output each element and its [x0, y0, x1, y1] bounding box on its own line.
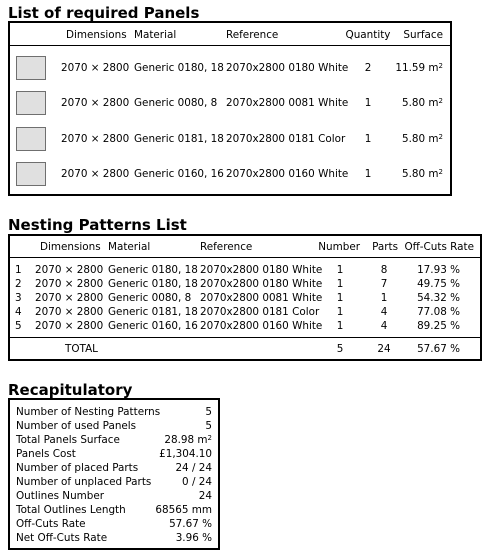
- pattern-index: 3: [15, 292, 22, 304]
- panel-dimensions: 2070 × 2800: [61, 133, 130, 145]
- panel-surface: [380, 133, 443, 146]
- pattern-dimensions: 2070 × 2800: [35, 306, 104, 318]
- recap-value: 57.67 %: [169, 518, 212, 530]
- recap-label: Total Panels Surface: [16, 434, 120, 446]
- pattern-number: 1: [336, 278, 344, 290]
- panel-reference: 2070x2800 0081 White: [226, 97, 349, 109]
- unit-exponent: 2: [438, 133, 443, 141]
- pattern-reference: 2070x2800 0180 White: [200, 264, 323, 276]
- panel-reference: 2070x2800 0180 White: [226, 62, 349, 74]
- recap-value: £1,304.10: [159, 448, 212, 460]
- panels-header-surface: Surface: [403, 29, 443, 41]
- nesting-header-parts: Parts: [372, 241, 398, 253]
- total-label: TOTAL: [65, 343, 98, 355]
- nesting-header-offcuts: Off-Cuts Rate: [404, 241, 474, 253]
- total-number: 5: [336, 343, 344, 355]
- recap-label: Outlines Number: [16, 490, 105, 502]
- pattern-number: 1: [336, 306, 344, 318]
- pattern-parts: 4: [380, 306, 388, 318]
- panels-header-dimensions: Dimensions: [66, 29, 127, 41]
- panel-surface-value: 5.80 m: [401, 97, 439, 109]
- nesting-header-material: Material: [108, 241, 151, 253]
- nesting-total-divider: [10, 337, 480, 338]
- pattern-parts: 7: [380, 278, 388, 290]
- pattern-dimensions: 2070 × 2800: [35, 264, 104, 276]
- pattern-dimensions: 2070 × 2800: [35, 292, 104, 304]
- panel-material: Generic 0160, 16: [134, 168, 224, 180]
- panel-surface-value: 5.80 m: [401, 133, 439, 145]
- nesting-header-dimensions: Dimensions: [40, 241, 101, 253]
- panel-dimensions: 2070 × 2800: [61, 97, 130, 109]
- pattern-parts: 4: [380, 320, 388, 332]
- panel-quantity: 1: [364, 97, 372, 109]
- panel-quantity: 1: [364, 168, 372, 180]
- pattern-material: Generic 0180, 18: [108, 278, 198, 290]
- pattern-index: 4: [15, 306, 22, 318]
- panel-quantity: 1: [364, 133, 372, 145]
- panels-header-reference: Reference: [226, 29, 279, 41]
- pattern-offcut-rate: 89.25 %: [417, 320, 460, 332]
- panel-surface: [380, 168, 443, 181]
- pattern-number: 1: [336, 320, 344, 332]
- panel-surface-value: 5.80 m: [401, 168, 439, 180]
- recap-value: [140, 434, 212, 447]
- panels-header-material: Material: [134, 29, 177, 41]
- recap-value: 68565 mm: [155, 504, 212, 516]
- recap-value: 3.96 %: [175, 532, 212, 544]
- recap-label: Panels Cost: [16, 448, 76, 460]
- pattern-dimensions: 2070 × 2800: [35, 278, 104, 290]
- panels-title: List of required Panels: [8, 4, 200, 22]
- pattern-dimensions: 2070 × 2800: [35, 320, 104, 332]
- recap-label: Number of Nesting Patterns: [16, 406, 161, 418]
- recap-label: Off-Cuts Rate: [16, 518, 86, 530]
- panel-quantity: 2: [364, 62, 372, 74]
- panels-header-divider: [10, 45, 450, 46]
- panel-dimensions: 2070 × 2800: [61, 62, 130, 74]
- recap-value: 24: [198, 490, 212, 502]
- unit-exponent: 2: [207, 434, 212, 442]
- pattern-reference: 2070x2800 0081 White: [200, 292, 323, 304]
- pattern-reference: 2070x2800 0180 White: [200, 278, 323, 290]
- total-parts: 24: [377, 343, 391, 355]
- recap-value: 5: [205, 406, 212, 418]
- pattern-number: 1: [336, 292, 344, 304]
- recap-value-text: 28.98 m: [164, 434, 208, 446]
- pattern-number: 1: [336, 264, 344, 276]
- unit-exponent: 2: [438, 168, 443, 176]
- panel-reference: 2070x2800 0181 Color: [226, 133, 346, 145]
- pattern-index: 5: [15, 320, 22, 332]
- pattern-offcut-rate: 49.75 %: [417, 278, 460, 290]
- recap-value: 5: [205, 420, 212, 432]
- nesting-title: Nesting Patterns List: [8, 216, 187, 234]
- pattern-offcut-rate: 17.93 %: [417, 264, 460, 276]
- panel-surface: [380, 62, 443, 75]
- panel-swatch: [16, 162, 46, 186]
- pattern-index: 2: [15, 278, 22, 290]
- panel-surface: [380, 97, 443, 110]
- pattern-offcut-rate: 77.08 %: [417, 306, 460, 318]
- pattern-index: 1: [15, 264, 22, 276]
- panel-material: Generic 0080, 8: [134, 97, 218, 109]
- panel-dimensions: 2070 × 2800: [61, 168, 130, 180]
- panel-material: Generic 0181, 18: [134, 133, 224, 145]
- recap-value: 0 / 24: [182, 476, 212, 488]
- recap-label: Net Off-Cuts Rate: [16, 532, 108, 544]
- recap-label: Number of unplaced Parts: [16, 476, 152, 488]
- panel-swatch: [16, 91, 46, 115]
- pattern-material: Generic 0180, 18: [108, 264, 198, 276]
- pattern-material: Generic 0181, 18: [108, 306, 198, 318]
- nesting-header-reference: Reference: [200, 241, 253, 253]
- panels-header-quantity: Quantity: [345, 29, 391, 41]
- recap-label: Number of placed Parts: [16, 462, 139, 474]
- panel-swatch: [16, 56, 46, 80]
- pattern-parts: 8: [380, 264, 388, 276]
- pattern-reference: 2070x2800 0181 Color: [200, 306, 320, 318]
- panel-reference: 2070x2800 0160 White: [226, 168, 349, 180]
- pattern-reference: 2070x2800 0160 White: [200, 320, 323, 332]
- nesting-header-divider: [10, 257, 480, 258]
- unit-exponent: 2: [438, 62, 443, 70]
- unit-exponent: 2: [438, 97, 443, 105]
- recap-label: Number of used Panels: [16, 420, 137, 432]
- panel-swatch: [16, 127, 46, 151]
- pattern-offcut-rate: 54.32 %: [417, 292, 460, 304]
- panel-material: Generic 0180, 18: [134, 62, 224, 74]
- recap-label: Total Outlines Length: [16, 504, 126, 516]
- pattern-parts: 1: [380, 292, 388, 304]
- total-offcut-rate: 57.67 %: [417, 343, 460, 355]
- recap-value: 24 / 24: [175, 462, 212, 474]
- pattern-material: Generic 0160, 16: [108, 320, 198, 332]
- recap-title: Recapitulatory: [8, 381, 133, 399]
- pattern-material: Generic 0080, 8: [108, 292, 192, 304]
- panel-surface-value: 11.59 m: [395, 62, 439, 74]
- nesting-header-number: Number: [318, 241, 360, 253]
